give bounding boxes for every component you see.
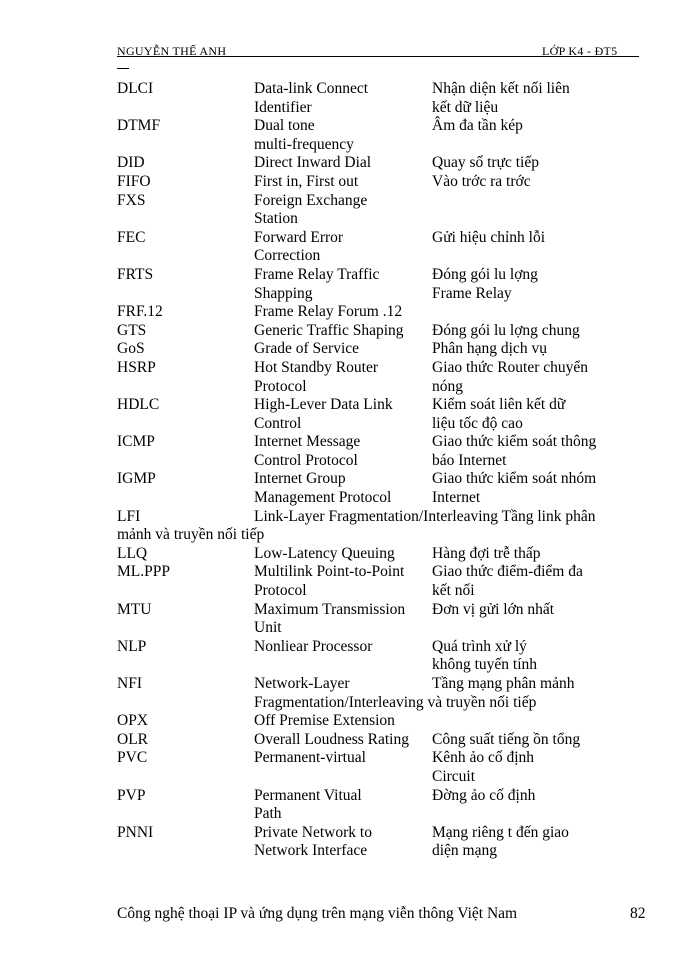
glossary-vietnamese xyxy=(432,563,652,600)
glossary-english xyxy=(254,396,432,433)
glossary-vietnamese-line: Quay số trực tiếp xyxy=(432,154,539,172)
glossary-wrap-line: mảnh và truyền nối tiếp xyxy=(117,526,265,544)
glossary-english-line: High-Lever Data Link xyxy=(254,396,393,414)
glossary-group-3 xyxy=(117,712,652,861)
page-number: 82 xyxy=(630,905,646,922)
glossary-vietnamese-line: Circuit xyxy=(432,767,476,785)
glossary-english xyxy=(254,749,432,786)
glossary-abbr: FIFO xyxy=(117,172,151,190)
glossary-english-line: Private Network to xyxy=(254,823,372,841)
glossary-vietnamese-line: Internet xyxy=(432,489,481,507)
glossary-english-line: Management Protocol xyxy=(254,489,392,507)
glossary-entry xyxy=(117,229,652,266)
glossary-entry xyxy=(117,396,652,433)
glossary-abbr: DID xyxy=(117,154,145,172)
glossary-abbr: OPX xyxy=(117,712,149,730)
glossary-vietnamese xyxy=(432,117,652,154)
glossary-vietnamese-line: Đờng ảo cố định xyxy=(432,786,536,804)
glossary-abbr: NLP xyxy=(117,637,147,655)
glossary-vietnamese-line: Giao thức Router chuyển xyxy=(432,358,589,376)
glossary-abbr: MTU xyxy=(117,600,152,618)
glossary-entry xyxy=(117,322,652,341)
glossary-vietnamese xyxy=(432,359,652,396)
glossary-entry xyxy=(117,303,652,322)
glossary-vietnamese-line: Đóng gói lu lợng chung xyxy=(432,321,580,339)
glossary-english-line: Shapping xyxy=(254,284,313,302)
glossary-english-line: Control xyxy=(254,414,302,432)
glossary-vietnamese xyxy=(432,396,652,433)
glossary-abbr: FRTS xyxy=(117,265,154,283)
glossary-english-line: Grade of Service xyxy=(254,340,360,358)
glossary-english-line: Identifier xyxy=(254,98,312,116)
glossary-abbr: DLCI xyxy=(117,80,154,97)
glossary-english-line: Forward Error xyxy=(254,228,344,246)
glossary-abbr: FXS xyxy=(117,191,146,209)
glossary-english-line: Dual tone xyxy=(254,117,315,135)
glossary-vietnamese xyxy=(432,601,652,638)
glossary-vietnamese xyxy=(432,229,652,266)
glossary-group-1 xyxy=(117,80,652,508)
glossary-english xyxy=(254,229,432,266)
glossary-abbr: DTMF xyxy=(117,117,161,135)
glossary-english-line: Control Protocol xyxy=(254,451,358,469)
glossary-vietnamese-line: Giao thức điểm-điểm đa xyxy=(432,563,583,581)
glossary-entry xyxy=(117,154,652,173)
glossary-english-line: Unit xyxy=(254,619,282,637)
glossary-vietnamese xyxy=(432,470,652,507)
glossary-vietnamese xyxy=(432,266,652,303)
glossary-entry xyxy=(117,563,652,600)
glossary-vietnamese-line: Vào trớc ra trớc xyxy=(432,172,531,190)
glossary-english-line: Protocol xyxy=(254,582,307,600)
footer-title: Công nghệ thoại IP và ứng dụng trên mạng viễn thông Việt Nam xyxy=(117,905,518,922)
header-rule xyxy=(117,56,639,57)
glossary-english xyxy=(254,563,432,600)
glossary-entry xyxy=(117,712,652,731)
glossary-abbr: FEC xyxy=(117,228,146,246)
glossary-vietnamese-line: báo Internet xyxy=(432,451,507,469)
glossary-english-line: multi-frequency xyxy=(254,135,354,153)
glossary-vietnamese-line: Công suất tiếng ồn tổng xyxy=(432,730,581,748)
glossary-english-line: Protocol xyxy=(254,377,307,395)
glossary-vietnamese-line: Quá trình xử lý xyxy=(432,637,527,655)
glossary-english-line: Frame Relay Forum .12 xyxy=(254,303,403,321)
glossary-entry xyxy=(117,340,652,359)
glossary-vietnamese-line: Mạng riêng t đến giao xyxy=(432,823,569,841)
glossary-vietnamese-line: Hàng đợi trễ thấp xyxy=(432,544,541,562)
glossary-abbr: GTS xyxy=(117,321,147,339)
glossary-english-line: Permanent Vitual xyxy=(254,786,362,804)
header-class: LỚP K4 - ĐT5 xyxy=(542,44,618,58)
glossary-english xyxy=(254,359,432,396)
header-tick xyxy=(117,68,129,69)
glossary-abbr: HDLC xyxy=(117,396,160,414)
glossary-vietnamese-line: Nhận diện kết nối liên xyxy=(432,80,570,97)
glossary-english-line: Overall Loudness Rating xyxy=(254,730,409,748)
glossary-vietnamese-line: Đóng gói lu lợng xyxy=(432,265,538,283)
glossary-english-line: Nonliear Processor xyxy=(254,637,373,655)
glossary-entry xyxy=(117,470,652,507)
glossary-english-line: Path xyxy=(254,805,282,823)
glossary-vietnamese xyxy=(432,303,652,322)
glossary-entry-lfi xyxy=(117,508,652,545)
glossary-english xyxy=(254,824,432,861)
glossary-abbr: ICMP xyxy=(117,433,155,451)
glossary-english xyxy=(254,173,432,192)
glossary-english xyxy=(254,154,432,173)
glossary-vietnamese-line: kết nối xyxy=(432,582,475,600)
glossary-abbr: PVP xyxy=(117,786,146,804)
glossary-english xyxy=(254,117,432,154)
glossary-entry xyxy=(117,545,652,564)
glossary-vietnamese xyxy=(432,433,652,470)
glossary-english-line: Data-link Connect xyxy=(254,80,369,97)
glossary-entry-nfi xyxy=(117,675,652,712)
glossary-vietnamese xyxy=(432,749,652,786)
glossary-english xyxy=(254,731,432,750)
glossary-entry xyxy=(117,433,652,470)
glossary-vietnamese-line: Kênh ảo cố định xyxy=(432,749,535,767)
glossary-vietnamese-line: không tuyến tính xyxy=(432,656,538,674)
glossary-english-line: Low-Latency Queuing xyxy=(254,544,395,562)
glossary-vietnamese-line: Phân hạng dịch vụ xyxy=(432,340,547,358)
glossary-english xyxy=(254,638,432,675)
glossary-vietnamese-line: nóng xyxy=(432,377,463,395)
glossary-english xyxy=(254,712,432,731)
glossary-vietnamese xyxy=(432,638,652,675)
glossary-entry xyxy=(117,192,652,229)
glossary-vietnamese-line: kết dữ liệu xyxy=(432,98,499,116)
glossary-english xyxy=(254,303,432,322)
glossary-abbr: HSRP xyxy=(117,358,156,376)
glossary-entry xyxy=(117,117,652,154)
glossary-english-line: Frame Relay Traffic xyxy=(254,265,380,283)
glossary-english xyxy=(254,601,432,638)
glossary-abbr: IGMP xyxy=(117,470,156,488)
glossary-list xyxy=(117,80,652,861)
glossary-english-line: Correction xyxy=(254,247,321,265)
glossary-abbr: ML.PPP xyxy=(117,563,170,581)
glossary-english xyxy=(254,192,432,229)
glossary-english xyxy=(254,787,432,824)
glossary-vietnamese-line: Giao thức kiểm soát nhóm xyxy=(432,470,597,488)
glossary-vietnamese xyxy=(432,80,652,117)
glossary-abbr: LFI xyxy=(117,507,141,525)
glossary-entry xyxy=(117,749,652,786)
glossary-english-line: Foreign Exchange xyxy=(254,191,368,209)
glossary-vietnamese-line: Frame Relay xyxy=(432,284,512,302)
glossary-abbr: LLQ xyxy=(117,544,148,562)
glossary-english xyxy=(254,266,432,303)
glossary-vietnamese xyxy=(432,154,652,173)
glossary-english-line: First in, First out xyxy=(254,172,359,190)
glossary-english-line: Hot Standby Router xyxy=(254,358,378,376)
glossary-vietnamese-line: Âm đa tần kép xyxy=(432,117,523,135)
glossary-english-line: Station xyxy=(254,210,298,228)
glossary-entry xyxy=(117,266,652,303)
glossary-vietnamese xyxy=(432,173,652,192)
glossary-vietnamese-line: Đơn vị gửi lớn nhất xyxy=(432,600,555,618)
glossary-abbr: FRF.12 xyxy=(117,303,163,321)
glossary-english-line: Network Interface xyxy=(254,842,368,860)
glossary-abbr: NFI xyxy=(117,675,142,692)
glossary-vietnamese-line: Kiểm soát liên kết dữ xyxy=(432,396,566,414)
glossary-english-line: Maximum Transmission xyxy=(254,600,406,618)
glossary-abbr: OLR xyxy=(117,730,148,748)
glossary-entry xyxy=(117,173,652,192)
glossary-english-line: Generic Traffic Shaping xyxy=(254,321,404,339)
glossary-vietnamese-line: Gửi hiệu chỉnh lỗi xyxy=(432,228,546,246)
glossary-wide-line: Fragmentation/Interleaving và truyền nối tiếp xyxy=(254,693,537,711)
glossary-english-line: Permanent-virtual xyxy=(254,749,366,767)
glossary-vietnamese xyxy=(432,340,652,359)
glossary-english xyxy=(254,340,432,359)
glossary-english xyxy=(254,470,432,507)
glossary-entry xyxy=(117,601,652,638)
glossary-english-line: Multilink Point-to-Point xyxy=(254,563,405,581)
glossary-group-2 xyxy=(117,545,652,675)
glossary-english-line: Off Premise Extension xyxy=(254,712,395,730)
glossary-english xyxy=(254,80,432,117)
glossary-vietnamese xyxy=(432,712,652,731)
glossary-english-line: Internet Group xyxy=(254,470,346,488)
glossary-vietnamese-line: Giao thức kiểm soát thông xyxy=(432,433,597,451)
glossary-english-line: Internet Message xyxy=(254,433,361,451)
glossary-abbr: PNNI xyxy=(117,823,154,841)
glossary-abbr: GoS xyxy=(117,340,145,358)
glossary-english xyxy=(254,545,432,564)
glossary-vietnamese xyxy=(432,787,652,824)
glossary-vietnamese xyxy=(432,545,652,564)
glossary-vietnamese xyxy=(432,731,652,750)
glossary-vietnamese-line: liệu tốc độ cao xyxy=(432,414,523,432)
glossary-vietnamese xyxy=(432,322,652,341)
glossary-vietnamese xyxy=(432,824,652,861)
glossary-entry xyxy=(117,638,652,675)
glossary-entry xyxy=(117,787,652,824)
glossary-vietnamese-line: diện mạng xyxy=(432,842,497,860)
glossary-vietnamese: Tầng mạng phân mảnh xyxy=(432,675,575,692)
glossary-entry xyxy=(117,359,652,396)
glossary-wide-line: Link-Layer Fragmentation/Interleaving Tầng link phân xyxy=(254,507,596,525)
glossary-vietnamese xyxy=(432,192,652,229)
glossary-english xyxy=(254,322,432,341)
glossary-english xyxy=(254,433,432,470)
glossary-english-line: Direct Inward Dial xyxy=(254,154,372,172)
glossary-entry xyxy=(117,731,652,750)
glossary-abbr: PVC xyxy=(117,749,148,767)
glossary-english: Network-Layer xyxy=(254,675,350,692)
glossary-entry xyxy=(117,80,652,117)
header-author: NGUYỄN THẾ ANH xyxy=(117,44,227,58)
glossary-entry xyxy=(117,824,652,861)
